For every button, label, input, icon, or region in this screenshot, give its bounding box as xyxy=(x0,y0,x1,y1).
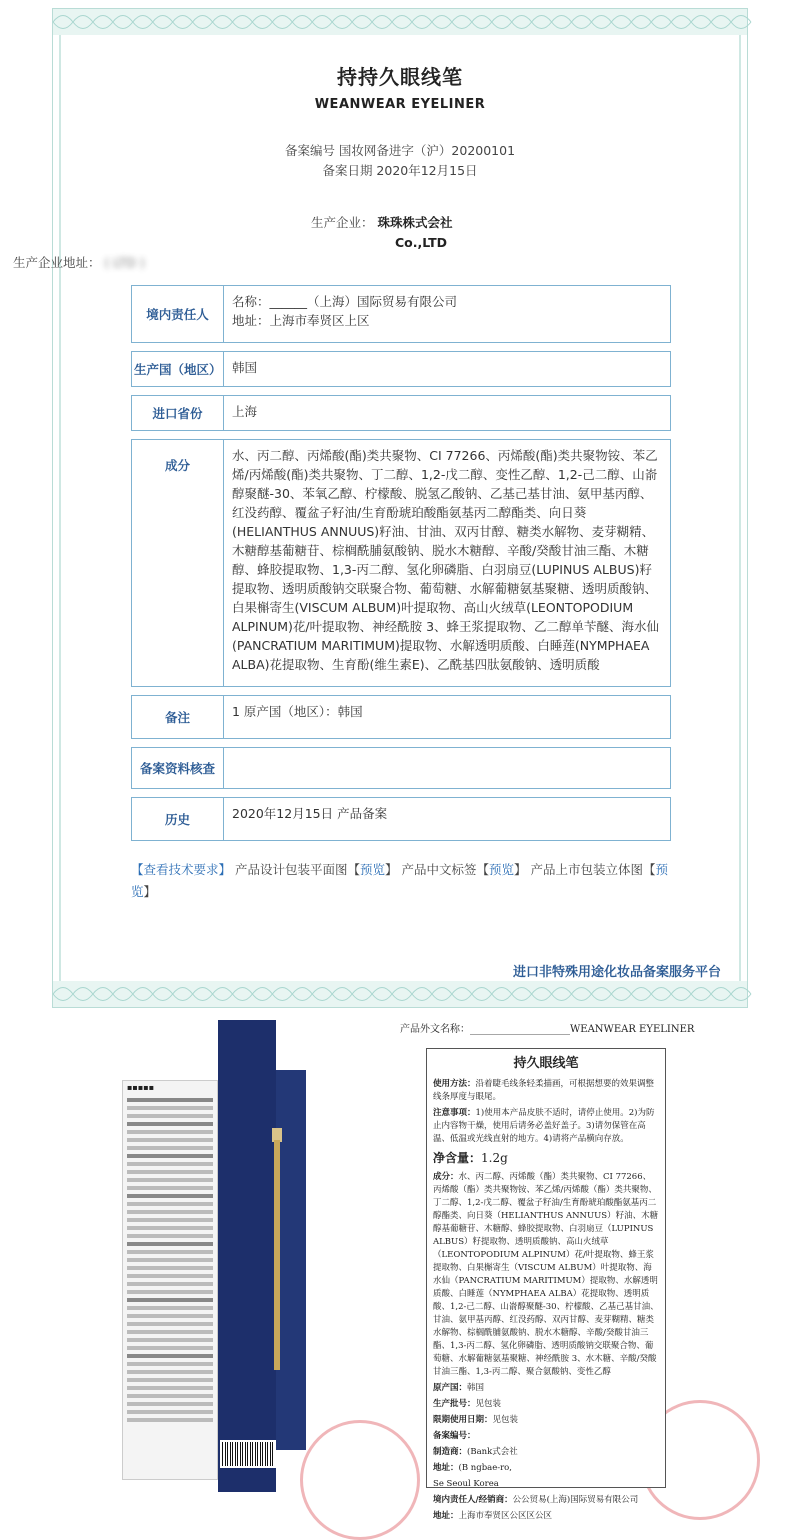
text-line xyxy=(127,1378,213,1382)
text-line xyxy=(127,1354,213,1358)
text-line xyxy=(127,1418,213,1422)
producer-line xyxy=(311,213,453,231)
text-line xyxy=(127,1394,213,1398)
link-text: 产品设计包装平面图【 xyxy=(231,862,360,877)
text-line xyxy=(127,1106,213,1110)
text-line xyxy=(127,1138,213,1142)
text-line xyxy=(127,1322,213,1326)
record-label: 备案编号： xyxy=(433,1431,476,1441)
preview-link-design[interactable]: 预览 xyxy=(360,862,386,877)
text-line xyxy=(127,1130,213,1134)
link-text: 】 产品上市包装立体图【 xyxy=(514,862,656,877)
product-subtitle: WEANWEAR EYELINER xyxy=(314,97,486,112)
batch-value: 见包装 xyxy=(475,1399,502,1409)
row-label: 生产国（地区） xyxy=(132,352,224,386)
package-box-front xyxy=(218,1020,276,1492)
ingredients-label: 成分： xyxy=(433,1172,459,1182)
info-table xyxy=(131,285,671,849)
text-line xyxy=(127,1258,213,1262)
text-line xyxy=(127,1154,213,1158)
ingredients-section xyxy=(433,1171,659,1379)
text-line xyxy=(127,1250,213,1254)
caution-label: 注意事项： xyxy=(433,1108,476,1118)
agent-address-value: 上海市奉贤区公区区公区 xyxy=(458,1511,553,1521)
origin-value: 韩国 xyxy=(467,1383,485,1393)
row-import-province xyxy=(131,395,671,431)
row-label: 境内责任人 xyxy=(132,286,224,342)
text-line xyxy=(127,1122,213,1126)
text-line xyxy=(127,1410,213,1414)
text-line xyxy=(127,1346,213,1350)
row-label: 历史 xyxy=(132,798,224,840)
text-line xyxy=(127,1274,213,1278)
text-line xyxy=(127,1314,213,1318)
row-verification xyxy=(131,747,671,789)
record-section xyxy=(433,1430,659,1443)
text-line xyxy=(127,1282,213,1286)
text-line xyxy=(127,1386,213,1390)
producer-name: 珠珠株式会社 xyxy=(377,215,453,230)
maker-address-section xyxy=(433,1462,659,1475)
maker-section xyxy=(433,1446,659,1459)
producer-name-en: Co.,LTD xyxy=(395,235,448,250)
preview-link-package[interactable]: 预览 xyxy=(131,862,669,899)
text-line xyxy=(127,1242,213,1246)
maker-address-value: (B ngbae-ro, xyxy=(458,1463,512,1473)
row-label: 进口省份 xyxy=(132,396,224,430)
row-value xyxy=(224,748,670,788)
row-value: 2020年12月15日 产品备案 xyxy=(232,806,388,821)
row-country xyxy=(131,351,671,387)
text-line xyxy=(127,1098,213,1102)
row-remarks xyxy=(131,695,671,739)
usage-section xyxy=(433,1078,659,1104)
batch-section xyxy=(433,1398,659,1411)
row-value: 1 原产国（地区）：韩国 xyxy=(232,704,363,719)
row-value: 韩国 xyxy=(232,360,258,375)
foreign-name-header: 产品外文名称：____________________WEANWEAR EYELINER xyxy=(400,1024,695,1035)
text-line xyxy=(127,1362,213,1366)
text-line xyxy=(127,1186,213,1190)
agent-section xyxy=(433,1494,659,1507)
net-value: 1.2g xyxy=(481,1151,508,1165)
text-line xyxy=(127,1146,213,1150)
link-text: 】 xyxy=(143,884,157,899)
document-links xyxy=(131,859,671,903)
usage-label: 使用方法： xyxy=(433,1079,476,1089)
agent-address-label: 地址： xyxy=(433,1511,459,1521)
text-line xyxy=(127,1178,213,1182)
agent-address-section xyxy=(433,1510,659,1523)
package-box-side xyxy=(276,1070,306,1450)
batch-label: 生产批号： xyxy=(433,1399,476,1409)
text-line xyxy=(127,1338,213,1342)
chinese-label xyxy=(426,1048,666,1521)
text-line xyxy=(127,1194,213,1198)
net-label: 净含量： xyxy=(433,1151,482,1165)
row-history xyxy=(131,797,671,841)
row-label: 备案资料核查 xyxy=(132,748,224,788)
row-value: 水、丙二醇、丙烯酸(酯)类共聚物、CI 77266、丙烯酸(酯)类共聚物铵、苯乙烯/丙烯酸(酯)类共聚物、丁二醇、1,2-戊二醇、变性乙醇、1,2-己二醇、山嵛醇聚醚-30、苯氧乙醇、柠檬酸、脱氢乙酸钠、乙基己基甘油、氨甲基丙醇、红没药醇、覆盆子籽油/生育酚琥珀酸酯氨基丙二醇酯类、向日葵(HELIANTHUS ANNUUS)籽油、甘油、双丙甘醇、糖类水解物、麦芽糊精、木糖醇基葡糖苷、棕榈酰脯氨酸钠、脱水木糖醇、辛酸/癸酸甘油三酯、木糖醇、蜂胶提取物、1,3-丙二醇、氢化卵磷脂、白羽扇豆(LUPINUS ALBUS)籽提取物、透明质酸钠交联聚合物、葡萄糖、水解葡糖氨基聚糖、透明质酸钠、白果槲寄生(VISCUM ALBUM)叶提取物、高山火绒草(LEONTOPODIUM ALPINUM)花/叶提取物、神经酰胺 3、蜂王浆提取物、乙二醇单苄醚、海水仙(PANCRATIUM MARITIMUM)提取物、水解透明质酸、白睡莲(NYMPHAEA ALBA)花提取物、生育酚(维生素E)、乙酰基四肽氨酸钠、透明质酸 xyxy=(232,448,660,672)
tech-requirements-link[interactable]: 【查看技术要求】 xyxy=(131,862,232,877)
label-heading-marker: ▪▪▪▪▪ xyxy=(127,1083,155,1092)
address-label: 生产企业地址： xyxy=(13,255,101,270)
responsible-address: 地址：上海市奉贤区上区 xyxy=(232,313,370,328)
row-value: 上海 xyxy=(232,404,258,419)
maker-value: (Bank式会社 xyxy=(467,1447,518,1457)
caution-section xyxy=(433,1107,659,1146)
usage-text: 沿着睫毛线条轻柔描画，可根据想要的效果调整线条厚度与眼尾。 xyxy=(433,1079,655,1102)
guilloche-border-bottom xyxy=(53,981,747,1007)
eyeliner-pencil-icon xyxy=(274,1140,280,1370)
address-value: ( LTD ) xyxy=(104,255,145,270)
label-title: 持久眼线笔 xyxy=(513,1056,579,1071)
ingredients-text: 水、丙二醇、丙烯酸（酯）类共聚物、CI 77266、丙烯酸（酯）类共聚物铵、苯乙烯/丙烯酸（酯）类共聚物、丁二醇、1,2-戊二醇、覆盆子籽油/生育酚琥珀酸酯氨基丙二醇酯类、向日葵（HELIANTHUS ANNUUS）籽油、木糖醇基葡糖苷、木糖醇、蜂胶提取物、白羽扇豆（LUPINUS ALBUS）籽提取物、透明质酸钠、高山火绒草（LEONTOPODIUM ALPINUM）花/叶提取物、蜂王浆提取物、白果槲寄生（VISCUM ALBUM）叶提取物、海水仙（PANCRATIUM MARITIMUM）提取物、水解透明质酸、白睡莲（NYMPHAEA ALBA）花提取物、透明质酸、1,2-己二醇、山嵛醇聚醚-30、柠檬酸、乙基己基甘油、甘油、氨甲基丙醇、红没药醇、双丙甘醇、麦芽糊精、糖类水解物、棕榈酰脯氨酸钠、脱水木糖醇、辛酸/癸酸甘油三酯、1,3-丙二醇、氢化卵磷脂、透明质酸钠交联聚合物、葡萄糖、水解葡糖氨基聚糖、神经酰胺 3、水木糖、辛酸/癸酸甘油三酯、1,3-丙二醇、聚合氨酸钠、变性乙醇 xyxy=(433,1172,659,1377)
text-line xyxy=(127,1298,213,1302)
certificate xyxy=(13,8,748,1008)
guilloche-border-top xyxy=(53,9,747,35)
maker-label: 制造商： xyxy=(433,1447,468,1457)
text-line xyxy=(127,1370,213,1374)
net-content xyxy=(433,1152,659,1165)
text-line xyxy=(127,1290,213,1294)
barcode-icon xyxy=(220,1440,276,1468)
text-line xyxy=(127,1114,213,1118)
agent-label: 境内责任人/经销商： xyxy=(433,1495,513,1505)
row-ingredients xyxy=(131,439,671,687)
package-flat-image xyxy=(122,1020,312,1492)
product-title: 持持久眼线笔 xyxy=(337,65,463,89)
text-line xyxy=(127,1170,213,1174)
row-label: 备注 xyxy=(132,696,224,738)
producer-address-line xyxy=(13,253,733,271)
text-line xyxy=(127,1218,213,1222)
text-line xyxy=(127,1226,213,1230)
text-line xyxy=(127,1402,213,1406)
record-number: 备案编号 国妆网备进字（沪）20200101 xyxy=(284,143,516,158)
expiry-section xyxy=(433,1414,659,1427)
text-line xyxy=(127,1202,213,1206)
origin-section xyxy=(433,1382,659,1395)
maker-address-label: 地址： xyxy=(433,1463,459,1473)
package-side-label xyxy=(122,1080,218,1480)
expiry-value: 见包装 xyxy=(492,1415,519,1425)
link-text: 】 产品中文标签【 xyxy=(385,862,489,877)
row-label: 成分 xyxy=(132,440,224,686)
text-line xyxy=(127,1266,213,1270)
seal-stamp-icon xyxy=(300,1420,420,1540)
row-value xyxy=(224,286,670,342)
text-line xyxy=(127,1330,213,1334)
text-line xyxy=(127,1162,213,1166)
text-line xyxy=(127,1210,213,1214)
caution-text: 1)使用本产品皮肤不适时，请停止使用。2)为防止内容物干燥，使用后请务必盖好盖子。3)请勿保管在高温、低温或光线直射的地方。4)请将产品横向存放。 xyxy=(433,1108,655,1144)
platform-name: 进口非特殊用途化妆品备案服务平台 xyxy=(512,965,721,980)
expiry-label: 限期使用日期： xyxy=(433,1415,493,1425)
row-responsible-person xyxy=(131,285,671,343)
origin-label: 原产国： xyxy=(433,1383,468,1393)
producer-label: 生产企业： xyxy=(311,215,374,230)
agent-value: 公公贸易(上海)国际贸易有限公司 xyxy=(512,1495,639,1505)
text-line xyxy=(127,1234,213,1238)
responsible-name: 名称：______（上海）国际贸易有限公司 xyxy=(232,294,458,309)
text-line xyxy=(127,1306,213,1310)
record-date: 备案日期 2020年12月15日 xyxy=(322,163,478,178)
maker-address-2: Se Seoul Korea xyxy=(433,1479,499,1489)
preview-link-label[interactable]: 预览 xyxy=(489,862,515,877)
